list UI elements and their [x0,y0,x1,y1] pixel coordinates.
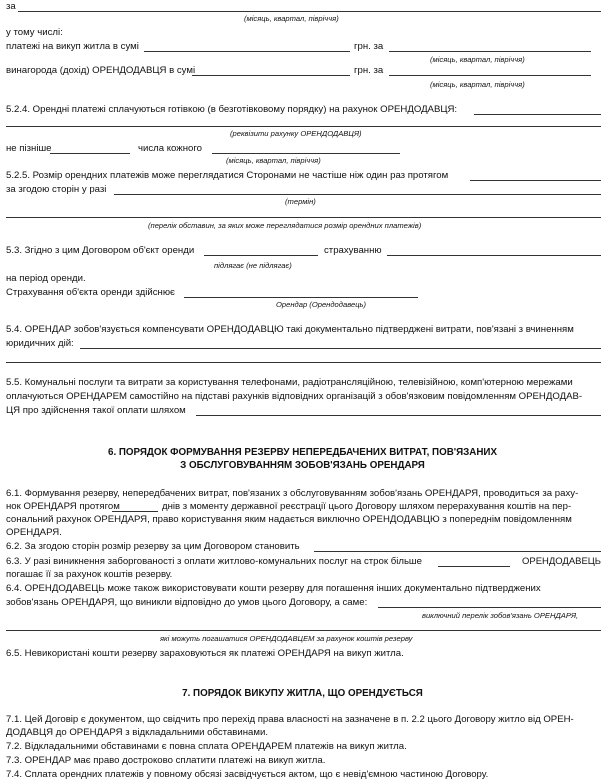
clause-5-5-line-2: оплачуються ОРЕНДАРЕМ самостійно на підставі рахунків відповідних організацій з обов'язковим повідомленням ОРЕНДОДАВ- [6,391,583,402]
clause-7-1-line-1: 7.1. Цей Договір є документом, що свідчить про перехід права власності на зазначене в п. 2.2 цього Договору житло від ОРЕН- [6,714,574,725]
clause-5-2-5: 5.2.5. Розмір орендних платежів може переглядатися Сторонами не частіше ніж один раз протягом [6,170,449,181]
section-6-title-line-2: З ОБСЛУГОВУВАННЯМ ЗОБОВ'ЯЗАНЬ ОРЕНДАРЯ [180,460,425,471]
obligations-line-1[interactable] [378,607,601,608]
grn-za-label-1: грн. за [354,41,384,52]
clause-6-4-line-2: зобов'язань ОРЕНДАРЯ, що виникли відповідно до умов цього Договору, а саме: [6,597,368,608]
requisites-line-1[interactable] [474,114,601,115]
clause-7-1-line-2: ДОДАВЦЯ до ОРЕНДАРЯ з відкладальними обставинами. [6,727,268,738]
requisites-caption: (реквізити рахунку ОРЕНДОДАВЦЯ) [230,129,362,138]
term-line-2[interactable] [114,194,601,195]
payment-period-caption: (місяць, квартал, півріччя) [226,156,321,165]
period-caption-2: (місяць, квартал, півріччя) [430,55,525,64]
day-each-label: числа кожного [138,143,202,154]
clause-5-4-line-2: юридичних дій: [6,338,74,349]
clause-6-1-line-1: 6.1. Формування резерву, непередбачених витрат, пов'язаних з обслуговуванням зобов'язань ОРЕНДАРЯ, проводиться за раху- [6,488,579,499]
clause-6-3-line-1b: ОРЕНДОДАВЕЦЬ [522,556,602,567]
u-tomu-label: у тому числі: [6,27,63,38]
section-6-title-line-1: 6. ПОРЯДОК ФОРМУВАННЯ РЕЗЕРВУ НЕПЕРЕДБАЧЕНИХ ВИТРАТ, ПОВ'ЯЗАНИХ [108,447,497,458]
clause-5-4-line-1: 5.4. ОРЕНДАР зобов'язується компенсувати ОРЕНДОДАВЦЮ такі документально підтверджені витрати, пов'язані з вчиненням [6,324,574,335]
clause-5-3: 5.3. Згідно з цим Договором об'єкт оренди [6,245,195,256]
clause-6-5: 6.5. Невикористані кошти резерву зараховуються як платежі ОРЕНДАРЯ на викуп житла. [6,648,404,659]
period-caption: (місяць, квартал, півріччя) [244,14,339,23]
section-7-title: 7. ПОРЯДОК ВИКУПУ ЖИТЛА, ЩО ОРЕНДУЄТЬСЯ [182,688,423,699]
clause-5-2-4: 5.2.4. Орендні платежі сплачуються готівкою (в безготівковому порядку) на рахунок ОРЕНДОДАВЦЯ: [6,104,458,115]
clause-6-3-line-1a: 6.3. У разі виникнення заборгованості з оплати житлово-комунальних послуг на строк більше [6,556,422,567]
reserve-size-line[interactable] [314,551,601,552]
payments-period-line[interactable] [389,51,591,52]
payment-period-line[interactable] [212,153,400,154]
clause-6-1-line-2a: нок ОРЕНДАРЯ протягом [6,501,120,512]
debt-term-line[interactable] [438,566,510,567]
subject-caption: підлягає (не підлягає) [214,261,292,270]
circumstances-line[interactable] [6,217,601,218]
clause-7-3: 7.3. ОРЕНДАР має право достроково сплатити платежі на викуп житла. [6,755,326,766]
term-caption: (термін) [285,197,316,206]
payments-amount-line[interactable] [144,51,350,52]
insurance-party-caption: Орендар (Орендодавець) [276,300,367,309]
costs-line-1[interactable] [80,348,601,349]
clause-6-3-line-2: погашає її за рахунок коштів резерву. [6,569,173,580]
by-agreement-label: за згодою сторін у разі [6,184,107,195]
clause-7-4: 7.4. Сплата орендних платежів у повному обсязі засвідчується актом, що є невід'ємною частиною Договору. [6,769,489,780]
clause-6-1-line-4: ОРЕНДАРЯ. [6,527,62,538]
reward-period-line[interactable] [389,75,591,76]
insured-label: страхуванню [324,245,382,256]
term-line-1[interactable] [470,180,601,181]
period-blank-line[interactable] [18,11,601,12]
period-label: на період оренди. [6,273,86,284]
clause-5-5-line-1: 5.5. Комунальні послуги та витрати за користування телефонами, радіотрансляційною, телевізійною, комп'ютерною мережами [6,377,573,388]
period-caption-3: (місяць, квартал, півріччя) [430,80,525,89]
reward-amount-line[interactable] [192,75,350,76]
grn-za-label-2: грн. за [354,65,384,76]
obligations-line-2[interactable] [6,630,601,631]
obligations-repay-caption: які можуть погашатися ОРЕНДОДАВЦЕМ за рахунок коштів резерву [160,634,413,643]
payments-label: платежі на викуп житла в сумі [6,41,139,52]
reward-label: винагорода (дохід) ОРЕНДОДАВЦЯ в сумі [6,65,196,76]
insurance-by-label: Страхування об'єкта оренди здійснює [6,287,175,298]
clause-6-1-line-3: сональний рахунок ОРЕНДАРЯ, право користування яким надається виключно ОРЕНДОДАВЦЮ з попереднім повідомленням [6,514,572,525]
clause-6-1-line-2b: днів з моменту державної реєстрації цього Договору шляхом перерахування коштів на пер- [162,501,572,512]
obligations-list-caption: виключний перелік зобов'язань ОРЕНДАРЯ, [422,611,579,620]
insurance-party-line[interactable] [184,297,418,298]
clause-5-5-line-3: ЦЯ про здійснення такої оплати шляхом [6,405,186,416]
clause-6-4-line-1: 6.4. ОРЕНДОДАВЕЦЬ може також використовувати кошти резерву для погашення інших документально підтверджених [6,583,541,594]
requisites-line-2[interactable] [6,126,601,127]
circumstances-caption: (перелік обставин, за яких може переглядатися розмір орендних платежів) [148,221,422,230]
day-number-line[interactable] [50,153,130,154]
payment-method-line[interactable] [196,415,601,416]
clause-7-2: 7.2. Відкладальними обставинами є повна сплата ОРЕНДАРЕМ платежів на викуп житла. [6,741,407,752]
za-label: за [6,1,16,12]
clause-6-2: 6.2. За згодою сторін розмір резерву за цим Договором становить [6,541,300,552]
insured-line[interactable] [387,255,601,256]
days-line[interactable] [112,511,158,512]
subject-line[interactable] [204,255,318,256]
costs-line-2[interactable] [6,362,601,363]
not-later-label: не пізніше [6,143,52,154]
